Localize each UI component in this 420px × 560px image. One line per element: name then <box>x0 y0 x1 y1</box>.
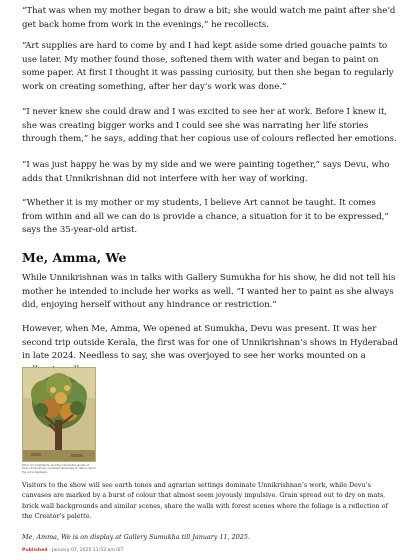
article-paragraph: “I was just happy he was by my side and we were painting together,” says Devu, who adds that Unnikrishnan did not interfere with her way of working. <box>22 160 390 184</box>
article-paragraph: “Art supplies are hard to come by and I had kept aside some dried gouache paints to use later. My mother found those, softened them with water and began to paint on some paper. At first I thought it was passing curiosity, but then she began to regularly work on creating something, after her day’s work was done.” <box>22 41 394 92</box>
article-paragraph: “That was when my mother began to draw a bit; she would watch me paint after she’d get back home from work in the evenings,” he recollects. <box>22 6 396 30</box>
article-paragraph: “Whether it is my mother or my students, I believe Art cannot be taught. It comes from within and all we can do is provide a chance, a situation for it to be expressed,” says the 35-year-old artist. <box>22 198 389 236</box>
article-paragraph: While Unnikrishnan was in talks with Gallery Sumukha for his show, he did not tell his mother he intended to include her works as well. “I wanted her to paint as she always did, enjoying herself without any hindrance or restriction.” <box>22 273 396 311</box>
publish-meta <box>22 548 123 553</box>
painting-image[interactable] <box>22 367 96 462</box>
figure-caption: Work: for inhabitants, and the interpreted worlds of Devu Unnikrishnan; rendered landscape of nature, which the art is displayed. <box>22 464 96 474</box>
published-label: Published <box>22 548 48 553</box>
article-paragraph: Visitors to the show will see earth tones and agrarian settings dominate Unnikrishnan’s work, while Devu’s canvases are marked by a burst of colour that almost seem joyously impulsive. Grain spread out to dry on mats, brick wall backgrounds and similar scenes, share the walls with forest scenes where the foliage is a reflection of the Creator’s palette. <box>22 481 388 521</box>
section-heading: Me, Amma, We <box>22 250 127 265</box>
article-paragraph: “I never knew she could draw and I was excited to see her at work. Before I knew it, she was creating bigger works and I could see she was narrating her life stories through them,” he says, adding that her copious use of colours reflected her emotions. <box>22 107 397 145</box>
published-date: - January 07, 2025 11:53 am IST <box>47 548 124 553</box>
article-paragraph: However, when Me, Amma, We opened at Sumukha, Devu was present. It was her second trip outside Kerala, the first was for one of Unnikrishnan’s shows in Hyderabad in late 2024. Needless to say, she was overjoyed to see her works mounted on a <box>22 324 398 362</box>
tree-painting-illustration <box>23 368 95 461</box>
display-note: Me, Amma, We is on display at Gallery Sumukha till January 11, 2025. <box>22 533 250 541</box>
